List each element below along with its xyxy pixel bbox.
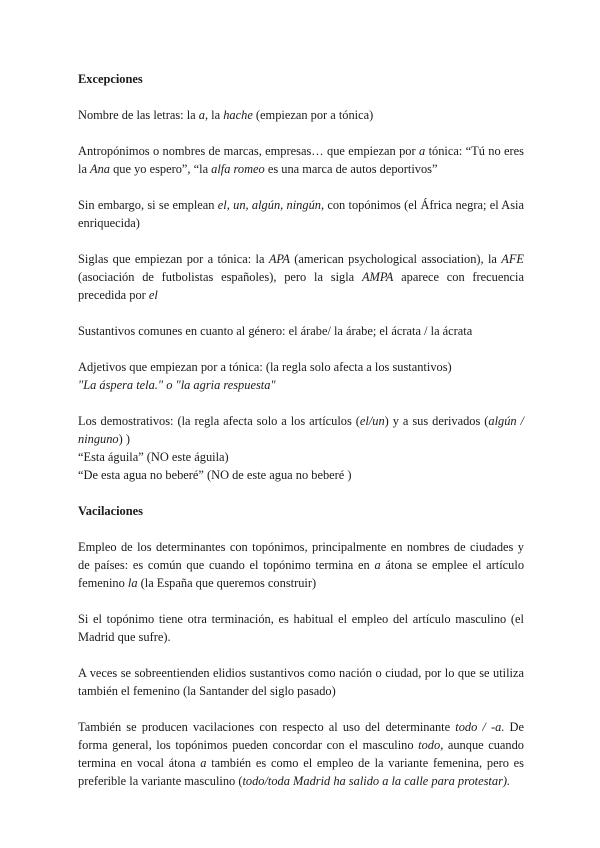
italic-run: todo [418, 738, 441, 752]
italic-run: todo/toda Madrid ha salido a la calle para protestar). [242, 774, 511, 788]
paragraph-adjectives [78, 358, 524, 394]
paragraph-demonstratives [78, 412, 524, 484]
document-page [78, 70, 524, 790]
text-run: (american psychological association), la [289, 252, 502, 266]
italic-run: AFE [501, 252, 525, 266]
paragraph-toponyms [78, 196, 524, 232]
italic-run: la [127, 576, 138, 590]
italic-run: el, un, algún, ningún, [217, 198, 325, 212]
text-run: Adjetivos que empiezan por a tónica: (la regla solo afecta a los sustantivos) [78, 360, 452, 374]
text-run: , la [204, 108, 224, 122]
text-run: Los demostrativos: (la regla afecta solo a los artículos ( [78, 414, 360, 428]
paragraph-anthroponyms [78, 142, 524, 178]
paragraph-letters [78, 106, 524, 124]
text-run: ) ) [118, 432, 130, 446]
text-run: que yo espero”, “la [110, 162, 212, 176]
text-run: “Esta águila” (NO este águila) [78, 450, 229, 464]
text-run: Antropónimos o nombres de marcas, empresas… que empiezan por [78, 144, 419, 158]
text-run: Sin embargo, si se emplean [78, 198, 218, 212]
text-run: ) y a sus derivados ( [384, 414, 489, 428]
italic-run: "La áspera tela." o "la agria respuesta" [78, 378, 276, 392]
italic-run: a [419, 144, 426, 158]
paragraph-other-ending: Si el topónimo tiene otra terminación, es habitual el empleo del artículo masculino (el Madrid que sufre). [78, 612, 524, 644]
section-heading-excepciones: Excepciones [78, 72, 143, 86]
text-run: Empleo de los determinantes con topónimos, principalmente en nombres de ciudades y de países: es común que cuando el topónimo termina en [78, 540, 524, 572]
text-run: (asociación de futbolistas españoles), pero la sigla [78, 270, 362, 284]
text-run: con topónimos (el África negra; el Asia enriquecida) [78, 198, 524, 230]
italic-run: AMPA [361, 270, 394, 284]
text-run: De forma general, los topónimos pueden concordar con el masculino [78, 720, 524, 752]
text-run: También se producen vacilaciones con respecto al uso del determinante [78, 720, 456, 734]
italic-run: algún / ninguno [78, 414, 524, 446]
italic-run: Ana [90, 162, 111, 176]
paragraph-common-nouns: Sustantivos comunes en cuanto al género: el árabe/ la árabe; el ácrata / la ácrata [78, 324, 473, 338]
text-run: (la España que queremos construir) [137, 576, 317, 590]
text-run: , aunque cuando termina en vocal átona [78, 738, 524, 770]
italic-run: todo / -a. [455, 720, 505, 734]
text-run: (empiezan por a tónica) [252, 108, 374, 122]
italic-run: alfa romeo [211, 162, 265, 176]
paragraph-elided-nouns: A veces se sobreentienden elidios sustantivos como nación o ciudad, por lo que se utiliza también el femenino (la Santander del siglo pasado) [78, 666, 524, 698]
text-run: Siglas que empiezan por a tónica: la [78, 252, 269, 266]
italic-run: a [200, 756, 207, 770]
text-run: Nombre de las letras: la [78, 108, 199, 122]
paragraph-todo [78, 718, 524, 790]
text-run: es una marca de autos deportivos” [264, 162, 438, 176]
italic-run: a [198, 108, 205, 122]
italic-run: el/un [359, 414, 385, 428]
italic-run: hache [223, 108, 253, 122]
text-run: tónica: “Tú no eres la [78, 144, 524, 176]
italic-run: a [374, 558, 381, 572]
text-run: “De esta agua no beberé” (NO de este agua no beberé ) [78, 468, 352, 482]
text-run: también es como el empleo de la variante femenina, pero es preferible la variante masculino ( [78, 756, 524, 788]
section-heading-vacilaciones: Vacilaciones [78, 504, 143, 518]
italic-run: APA [268, 252, 290, 266]
text-run: átona se emplee el artículo femenino [78, 558, 525, 590]
paragraph-determiners [78, 538, 524, 592]
italic-run: el [148, 288, 158, 302]
text-run: aparece con frecuencia precedida por [78, 270, 524, 302]
paragraph-acronyms [78, 250, 524, 304]
